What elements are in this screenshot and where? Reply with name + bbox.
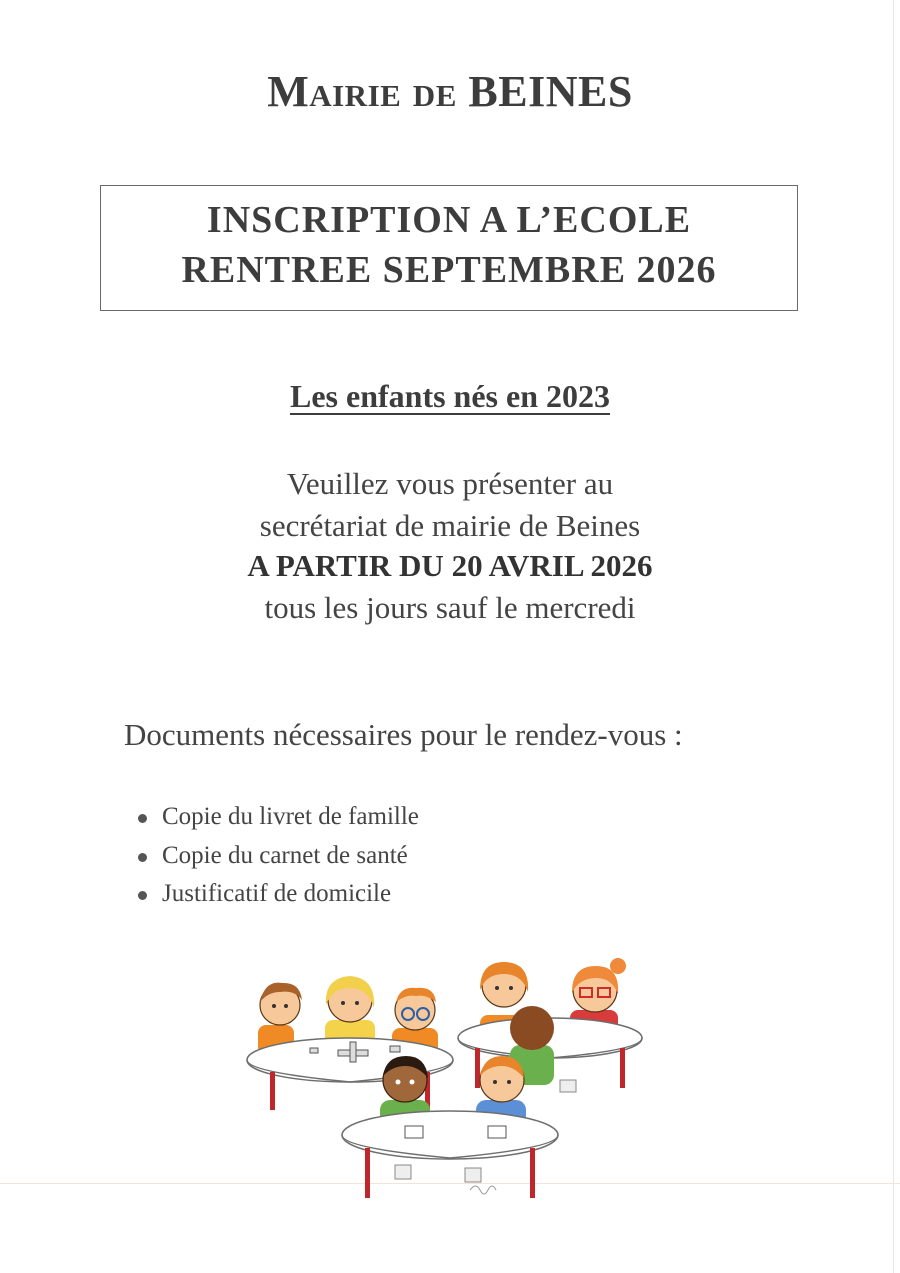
- children-classroom-illustration: [240, 950, 660, 1215]
- list-item: Justificatif de domicile: [136, 875, 419, 914]
- notice-box: [100, 185, 798, 311]
- page-title: Mairie de BEINES: [267, 67, 633, 116]
- subtitle-text: Les enfants nés en 2023: [289, 378, 610, 414]
- instruction-line-4: tous les jours sauf le mercredi: [264, 590, 636, 625]
- page-edge: [893, 0, 894, 1273]
- documents-list: [136, 798, 419, 914]
- notice-line-2: RENTREE SEPTEMBRE 2026: [181, 249, 717, 291]
- instruction-line-1: Veuillez vous présenter au: [286, 466, 614, 501]
- instruction-date: A PARTIR DU 20 AVRIL 2026: [247, 548, 653, 583]
- subtitle: [0, 378, 900, 415]
- artist-signature: [470, 1186, 496, 1194]
- instruction-line-2: secrétariat de mairie de Beines: [259, 508, 641, 543]
- list-item: Copie du carnet de santé: [136, 837, 419, 876]
- notice-line-1: INSCRIPTION A L’ECOLE: [206, 199, 692, 241]
- documents-heading: Documents nécessaires pour le rendez-vous :: [124, 717, 683, 752]
- list-item: Copie du livret de famille: [136, 798, 419, 837]
